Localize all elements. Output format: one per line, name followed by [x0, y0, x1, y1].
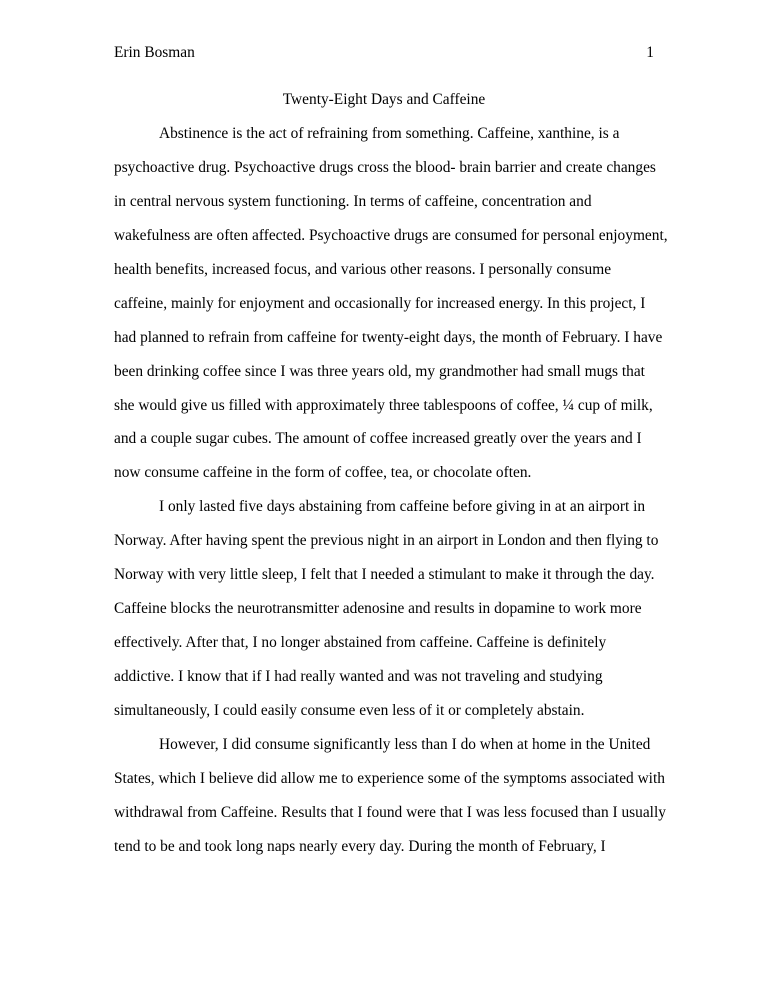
text-line: had planned to refrain from caffeine for twenty-eight days, the month of February. I have	[114, 328, 663, 346]
text-line: However, I did consume significantly less than I do when at home in the United	[159, 735, 651, 753]
text-line: wakefulness are often affected. Psychoactive drugs are consumed for personal enjoyment,	[114, 226, 668, 244]
text-line: addictive. I know that if I had really wanted and was not traveling and studying	[114, 668, 603, 685]
header-author: Erin Bosman	[114, 44, 195, 61]
document-title: Twenty-Eight Days and Caffeine	[282, 91, 486, 108]
text-line: and a couple sugar cubes. The amount of coffee increased greatly over the years and I	[114, 430, 642, 448]
text-line: caffeine, mainly for enjoyment and occasionally for increased energy. In this project, I	[114, 294, 646, 312]
text-line: in central nervous system functioning. In terms of caffeine, concentration and	[114, 192, 592, 210]
text-line: Norway with very little sleep, I felt that I needed a stimulant to make it through the day.	[114, 566, 655, 584]
header-page-number: 1	[646, 44, 654, 61]
text-line: she would give us filled with approximately three tablespoons of coffee, ¼ cup of milk,	[114, 396, 653, 414]
text-line: I only lasted five days abstaining from caffeine before giving in at an airport in	[159, 498, 646, 516]
text-line: psychoactive drug. Psychoactive drugs cross the blood- brain barrier and create changes	[114, 158, 656, 176]
body-text	[114, 124, 668, 871]
text-line: withdrawal from Caffeine. Results that I found were that I was less focused than I usually	[114, 803, 666, 821]
text-line: simultaneously, I could easily consume even less of it or completely abstain.	[114, 701, 585, 719]
text-line: Norway. After having spent the previous night in an airport in London and then flying to	[114, 532, 659, 550]
text-line: effectively. After that, I no longer abstained from caffeine. Caffeine is definitely	[114, 634, 607, 652]
text-line: now consume caffeine in the form of coffee, tea, or chocolate often.	[114, 464, 532, 482]
text-line: health benefits, increased focus, and various other reasons. I personally consume	[114, 260, 612, 278]
text-line: been drinking coffee since I was three years old, my grandmother had small mugs that	[114, 362, 645, 380]
text-line: Caffeine blocks the neurotransmitter adenosine and results in dopamine to work more	[114, 600, 642, 618]
text-line: tend to be and took long naps nearly every day. During the month of February, I	[114, 837, 606, 855]
text-line: Abstinence is the act of refraining from something. Caffeine, xanthine, is a	[159, 125, 620, 142]
text-line: States, which I believe did allow me to experience some of the symptoms associated with	[114, 769, 665, 787]
